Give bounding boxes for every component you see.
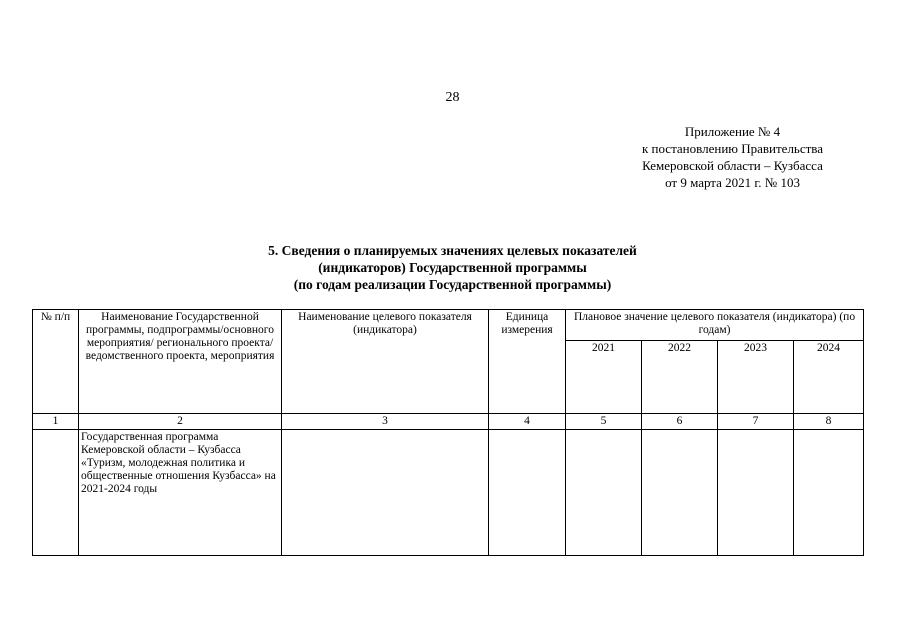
title-line: (индикаторов) Государственной программы [318,260,587,275]
header-indicator: Наименование целевого показателя (индикатора) [282,310,489,414]
header-year: 2023 [718,341,794,414]
column-number: 1 [33,414,79,430]
cell-num [33,430,79,556]
header-unit: Единица измерения [489,310,566,414]
header-program: Наименование Государственной программы, подпрограммы/основного мероприятия/ регионального проекта/ведомственного проекта, мероприятия [79,310,282,414]
cell-2023 [718,430,794,556]
title-line: 5. Сведения о планируемых значениях целевых показателей [268,243,637,258]
header-year: 2021 [566,341,642,414]
appendix-line: Кемеровской области – Кузбасса [642,158,823,173]
column-number: 2 [79,414,282,430]
page-number: 28 [445,90,460,105]
section-title [0,242,905,293]
title-line: (по годам реализации Государственной программы) [293,277,612,292]
column-numbers-row [33,414,864,430]
cell-program: Государственная программа Кемеровской области – Кузбасса «Туризм, молодежная политика и общественные отношения Кузбасса» на 2021-2024 годы [79,430,282,556]
column-number: 8 [794,414,864,430]
appendix-line: от 9 марта 2021 г. № 103 [665,175,800,190]
header-planned: Плановое значение целевого показателя (индикатора) (по годам) [566,310,864,341]
cell-indicator [282,430,489,556]
column-number: 4 [489,414,566,430]
column-number: 7 [718,414,794,430]
column-number: 5 [566,414,642,430]
header-year: 2024 [794,341,864,414]
column-number: 6 [642,414,718,430]
cell-2022 [642,430,718,556]
appendix-block [600,123,865,191]
header-num: № п/п [33,310,79,414]
cell-unit [489,430,566,556]
cell-2021 [566,430,642,556]
column-number: 3 [282,414,489,430]
header-year: 2022 [642,341,718,414]
appendix-line: Приложение № 4 [684,124,781,139]
indicators-table [32,309,864,556]
cell-2024 [794,430,864,556]
appendix-line: к постановлению Правительства [641,141,824,156]
header-row [33,310,864,341]
table-row [33,430,864,556]
